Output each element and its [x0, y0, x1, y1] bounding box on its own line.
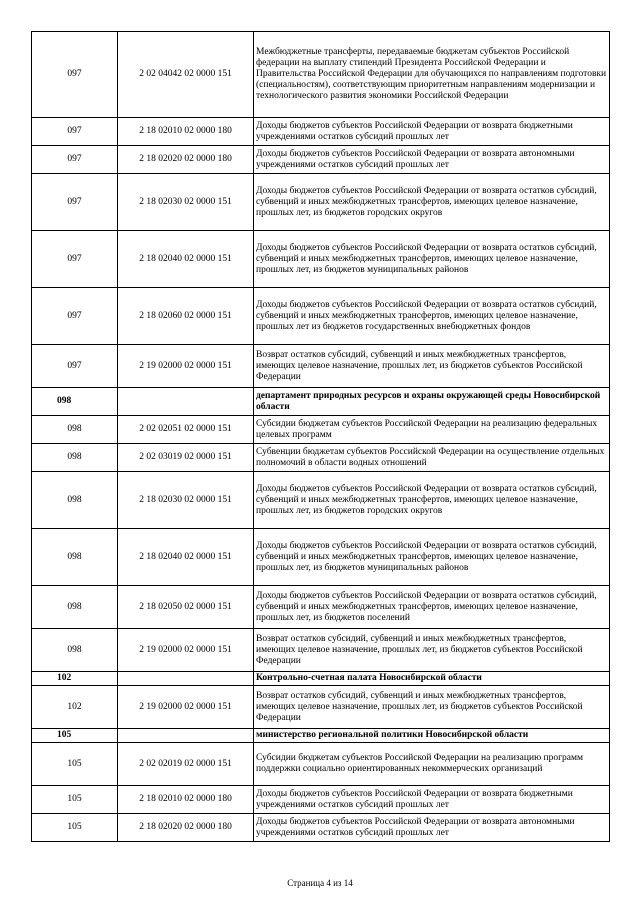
table-row [32, 814, 610, 842]
revenue-name-cell: Контрольно-счетная палата Новосибирской области [254, 672, 610, 686]
revenue-code-cell: 2 02 02019 02 0000 151 [118, 743, 254, 786]
revenue-name-cell: Доходы бюджетов субъектов Российской Федерации от возврата автономными учреждениями остатков субсидий прошлых лет [254, 146, 610, 174]
page-number: Страница 4 из 14 [287, 878, 353, 888]
revenue-code-cell: 2 18 02050 02 0000 151 [118, 586, 254, 629]
revenue-code-cell: 2 18 02010 02 0000 180 [118, 786, 254, 814]
admin-code-cell: 098 [32, 629, 118, 672]
admin-code-cell: 097 [32, 288, 118, 345]
revenue-code-cell [118, 672, 254, 686]
revenue-name-cell: Доходы бюджетов субъектов Российской Федерации от возврата бюджетными учреждениями остатков субсидий прошлых лет [254, 118, 610, 146]
admin-code-cell: 098 [32, 529, 118, 586]
table-row [32, 345, 610, 388]
admin-code-cell: 105 [32, 729, 118, 743]
revenue-name-cell: Субвенции бюджетам субъектов Российской Федерации на осуществление отдельных полномочий в области водных отношений [254, 444, 610, 472]
revenue-code-cell: 2 19 02000 02 0000 151 [118, 686, 254, 729]
revenue-name-cell: департамент природных ресурсов и охраны окружающей среды Новосибирской области [254, 388, 610, 416]
department-row [32, 729, 610, 743]
revenue-name-cell: Доходы бюджетов субъектов Российской Федерации от возврата остатков субсидий, субвенций и иных межбюджетных трансфертов, имеющих целевое назначение, прошлых лет, из бюджетов городских округов [254, 174, 610, 231]
revenue-code-cell: 2 18 02040 02 0000 151 [118, 529, 254, 586]
revenue-code-cell: 2 19 02000 02 0000 151 [118, 629, 254, 672]
revenue-code-cell: 2 02 02051 02 0000 151 [118, 416, 254, 444]
table-row [32, 174, 610, 231]
revenue-name-cell: Доходы бюджетов субъектов Российской Федерации от возврата остатков субсидий, субвенций и иных межбюджетных трансфертов, имеющих целевое назначение, прошлых лет, из бюджетов муниципальных районов [254, 529, 610, 586]
admin-code-cell: 098 [32, 388, 118, 416]
revenue-name-cell: Субсидии бюджетам субъектов Российской Федерации на реализацию федеральных целевых программ [254, 416, 610, 444]
admin-code-cell: 097 [32, 231, 118, 288]
admin-code-cell: 102 [32, 686, 118, 729]
table-row [32, 288, 610, 345]
admin-code-cell: 098 [32, 586, 118, 629]
revenue-code-cell: 2 02 03019 02 0000 151 [118, 444, 254, 472]
table-row [32, 118, 610, 146]
table-row [32, 629, 610, 672]
revenue-name-cell: Возврат остатков субсидий, субвенций и иных межбюджетных трансфертов, имеющих целевое назначение, прошлых лет, из бюджетов субъектов Российской Федерации [254, 345, 610, 388]
revenue-code-cell [118, 729, 254, 743]
admin-code-cell: 097 [32, 32, 118, 118]
revenue-code-cell: 2 02 04042 02 0000 151 [118, 32, 254, 118]
revenue-name-cell: Доходы бюджетов субъектов Российской Федерации от возврата остатков субсидий, субвенций и иных межбюджетных трансфертов, имеющих целевое назначение, прошлых лет, из бюджетов муниципальных районов [254, 231, 610, 288]
admin-code-cell: 102 [32, 672, 118, 686]
admin-code-cell: 098 [32, 416, 118, 444]
department-row [32, 388, 610, 416]
revenue-name-cell: министерство региональной политики Новосибирской области [254, 729, 610, 743]
revenue-name-cell: Возврат остатков субсидий, субвенций и иных межбюджетных трансфертов, имеющих целевое назначение, прошлых лет, из бюджетов субъектов Российской Федерации [254, 629, 610, 672]
department-row [32, 672, 610, 686]
admin-code-cell: 098 [32, 472, 118, 529]
admin-code-cell: 097 [32, 146, 118, 174]
revenue-code-cell: 2 18 02020 02 0000 180 [118, 146, 254, 174]
table-row [32, 231, 610, 288]
revenue-code-cell: 2 18 02030 02 0000 151 [118, 472, 254, 529]
revenue-code-cell: 2 18 02010 02 0000 180 [118, 118, 254, 146]
admin-code-cell: 105 [32, 743, 118, 786]
table-body [32, 32, 610, 842]
table-row [32, 743, 610, 786]
page-footer [0, 878, 640, 888]
table-row [32, 472, 610, 529]
revenue-admin-table [31, 31, 610, 842]
admin-code-cell: 097 [32, 345, 118, 388]
revenue-code-cell [118, 388, 254, 416]
revenue-name-cell: Субсидии бюджетам субъектов Российской Федерации на реализацию программ поддержки социально ориентированных некоммерческих организаций [254, 743, 610, 786]
table-row [32, 529, 610, 586]
admin-code-cell: 097 [32, 118, 118, 146]
revenue-code-cell: 2 18 02020 02 0000 180 [118, 814, 254, 842]
revenue-name-cell: Доходы бюджетов субъектов Российской Федерации от возврата автономными учреждениями остатков субсидий прошлых лет [254, 814, 610, 842]
revenue-name-cell: Возврат остатков субсидий, субвенций и иных межбюджетных трансфертов, имеющих целевое назначение, прошлых лет, из бюджетов субъектов Российской Федерации [254, 686, 610, 729]
revenue-name-cell: Доходы бюджетов субъектов Российской Федерации от возврата остатков субсидий, субвенций и иных межбюджетных трансфертов, имеющих целевое назначение, прошлых лет из бюджетов государственных внебюджетных фондов [254, 288, 610, 345]
revenue-code-cell: 2 19 02000 02 0000 151 [118, 345, 254, 388]
revenue-code-cell: 2 18 02040 02 0000 151 [118, 231, 254, 288]
table-row [32, 32, 610, 118]
revenue-name-cell: Доходы бюджетов субъектов Российской Федерации от возврата остатков субсидий, субвенций и иных межбюджетных трансфертов, имеющих целевое назначение, прошлых лет, из бюджетов городских округов [254, 472, 610, 529]
revenue-code-cell: 2 18 02060 02 0000 151 [118, 288, 254, 345]
admin-code-cell: 097 [32, 174, 118, 231]
admin-code-cell: 105 [32, 786, 118, 814]
admin-code-cell: 098 [32, 444, 118, 472]
revenue-name-cell: Межбюджетные трансферты, передаваемые бюджетам субъектов Российской федерации на выплату стипендий Президента Российской Федерации и Правительства Российской Федерации для обучающихся по направлениям подготовки (специальностям), соответствующим приоритетным направлениям модернизации и технологического развития экономики Российской Федерации [254, 32, 610, 118]
table-row [32, 444, 610, 472]
admin-code-cell: 105 [32, 814, 118, 842]
revenue-name-cell: Доходы бюджетов субъектов Российской Федерации от возврата бюджетными учреждениями остатков субсидий прошлых лет [254, 786, 610, 814]
table-row [32, 416, 610, 444]
revenue-code-cell: 2 18 02030 02 0000 151 [118, 174, 254, 231]
table-row [32, 586, 610, 629]
table-row [32, 146, 610, 174]
revenue-name-cell: Доходы бюджетов субъектов Российской Федерации от возврата остатков субсидий, субвенций и иных межбюджетных трансфертов, имеющих целевое назначение, прошлых лет, из бюджетов поселений [254, 586, 610, 629]
table-row [32, 686, 610, 729]
table-row [32, 786, 610, 814]
